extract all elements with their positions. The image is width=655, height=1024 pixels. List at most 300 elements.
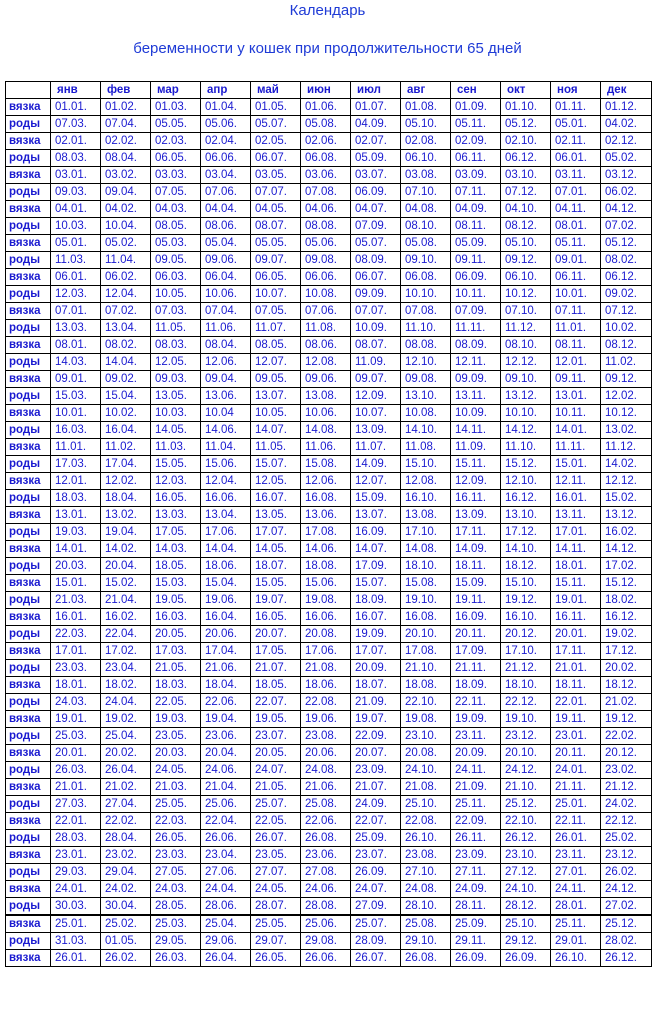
table-row xyxy=(6,626,652,643)
date-cell: 26.03. xyxy=(51,762,101,779)
date-cell: 15.06. xyxy=(201,456,251,473)
table-row xyxy=(6,439,652,456)
date-cell: 02.03. xyxy=(151,133,201,150)
date-cell: 17.11. xyxy=(451,524,501,541)
date-cell: 17.04. xyxy=(101,456,151,473)
date-cell: 17.07. xyxy=(351,643,401,660)
date-cell: 22.11. xyxy=(451,694,501,711)
date-cell: 19.09. xyxy=(351,626,401,643)
date-cell: 21.11. xyxy=(551,779,601,796)
date-cell: 21.01. xyxy=(551,660,601,677)
date-cell: 06.05. xyxy=(251,269,301,286)
date-cell: 14.07. xyxy=(351,541,401,558)
date-cell: 09.06. xyxy=(201,252,251,269)
date-cell: 09.05. xyxy=(151,252,201,269)
date-cell: 07.12. xyxy=(501,184,551,201)
date-cell: 16.05. xyxy=(151,490,201,507)
date-cell: 25.04. xyxy=(101,728,151,745)
date-cell: 14.11. xyxy=(551,541,601,558)
date-cell: 04.02. xyxy=(601,116,652,133)
date-cell: 07.11. xyxy=(451,184,501,201)
date-cell: 18.12. xyxy=(501,558,551,575)
date-cell: 07.04. xyxy=(201,303,251,320)
date-cell: 23.04. xyxy=(101,660,151,677)
date-cell: 07.01. xyxy=(51,303,101,320)
date-cell: 23.03. xyxy=(151,847,201,864)
date-cell: 08.02. xyxy=(601,252,652,269)
date-cell: 15.07. xyxy=(251,456,301,473)
table-row xyxy=(6,609,652,626)
date-cell: 07.08. xyxy=(301,184,351,201)
date-cell: 16.06. xyxy=(301,609,351,626)
date-cell: 03.09. xyxy=(451,167,501,184)
date-cell: 01.03. xyxy=(151,99,201,116)
date-cell: 21.10. xyxy=(401,660,451,677)
table-row xyxy=(6,677,652,694)
date-cell: 15.01. xyxy=(51,575,101,592)
row-label: роды xyxy=(6,150,51,167)
date-cell: 07.11. xyxy=(551,303,601,320)
date-cell: 12.04. xyxy=(101,286,151,303)
date-cell: 25.03. xyxy=(151,915,201,933)
date-cell: 16.08. xyxy=(401,609,451,626)
row-label: вязка xyxy=(6,915,51,933)
date-cell: 06.03. xyxy=(151,269,201,286)
date-cell: 08.10. xyxy=(401,218,451,235)
table-row xyxy=(6,950,652,967)
row-label: вязка xyxy=(6,133,51,150)
date-cell: 03.12. xyxy=(601,167,652,184)
date-cell: 13.04. xyxy=(101,320,151,337)
date-cell: 17.04. xyxy=(201,643,251,660)
date-cell: 22.08. xyxy=(401,813,451,830)
date-cell: 26.12. xyxy=(501,830,551,847)
row-label: роды xyxy=(6,286,51,303)
date-cell: 21.02. xyxy=(601,694,652,711)
date-cell: 26.07. xyxy=(351,950,401,967)
date-cell: 01.07. xyxy=(351,99,401,116)
date-cell: 26.02. xyxy=(601,864,652,881)
date-cell: 02.04. xyxy=(201,133,251,150)
date-cell: 09.03. xyxy=(51,184,101,201)
month-header: фев xyxy=(101,82,151,99)
date-cell: 11.05. xyxy=(151,320,201,337)
date-cell: 05.07. xyxy=(351,235,401,252)
date-cell: 18.01. xyxy=(51,677,101,694)
date-cell: 17.10. xyxy=(401,524,451,541)
date-cell: 02.12. xyxy=(601,133,652,150)
date-cell: 16.03. xyxy=(151,609,201,626)
date-cell: 11.07. xyxy=(351,439,401,456)
date-cell: 18.06. xyxy=(301,677,351,694)
date-cell: 04.09. xyxy=(451,201,501,218)
date-cell: 20.04. xyxy=(101,558,151,575)
month-header: июн xyxy=(301,82,351,99)
month-header: ноя xyxy=(551,82,601,99)
date-cell: 24.12. xyxy=(501,762,551,779)
date-cell: 29.01. xyxy=(551,933,601,950)
date-cell: 23.05. xyxy=(251,847,301,864)
date-cell: 13.10. xyxy=(501,507,551,524)
date-cell: 23.10. xyxy=(501,847,551,864)
date-cell: 16.06. xyxy=(201,490,251,507)
date-cell: 26.09. xyxy=(451,950,501,967)
date-cell: 23.11. xyxy=(451,728,501,745)
date-cell: 19.01. xyxy=(551,592,601,609)
date-cell: 24.11. xyxy=(451,762,501,779)
row-label: роды xyxy=(6,592,51,609)
row-label: роды xyxy=(6,524,51,541)
row-label: роды xyxy=(6,456,51,473)
date-cell: 12.11. xyxy=(451,354,501,371)
date-cell: 09.02. xyxy=(101,371,151,388)
date-cell: 16.09. xyxy=(351,524,401,541)
date-cell: 11.09. xyxy=(351,354,401,371)
date-cell: 21.08. xyxy=(301,660,351,677)
date-cell: 17.03. xyxy=(51,456,101,473)
date-cell: 26.09. xyxy=(351,864,401,881)
date-cell: 26.02. xyxy=(101,950,151,967)
date-cell: 22.07. xyxy=(251,694,301,711)
date-cell: 14.03. xyxy=(151,541,201,558)
date-cell: 09.08. xyxy=(401,371,451,388)
date-cell: 03.04. xyxy=(201,167,251,184)
date-cell: 12.02. xyxy=(101,473,151,490)
date-cell: 06.05. xyxy=(151,150,201,167)
date-cell: 12.12. xyxy=(601,473,652,490)
row-label: роды xyxy=(6,762,51,779)
date-cell: 07.04. xyxy=(101,116,151,133)
month-header: мар xyxy=(151,82,201,99)
date-cell: 14.09. xyxy=(451,541,501,558)
date-cell: 28.04. xyxy=(101,830,151,847)
date-cell: 03.05. xyxy=(251,167,301,184)
table-row xyxy=(6,694,652,711)
date-cell: 25.09. xyxy=(351,830,401,847)
table-row xyxy=(6,150,652,167)
row-label: роды xyxy=(6,796,51,813)
date-cell: 10.10. xyxy=(401,286,451,303)
date-cell: 04.04. xyxy=(201,201,251,218)
date-cell: 05.10. xyxy=(401,116,451,133)
date-cell: 23.07. xyxy=(351,847,401,864)
date-cell: 12.04. xyxy=(201,473,251,490)
date-cell: 27.07. xyxy=(251,864,301,881)
date-cell: 22.05. xyxy=(251,813,301,830)
date-cell: 18.03. xyxy=(151,677,201,694)
date-cell: 29.11. xyxy=(451,933,501,950)
table-row xyxy=(6,558,652,575)
calendar-title: Календарь xyxy=(289,2,366,19)
date-cell: 25.06. xyxy=(301,915,351,933)
table-row xyxy=(6,473,652,490)
date-cell: 22.11. xyxy=(551,813,601,830)
date-cell: 16.10. xyxy=(401,490,451,507)
date-cell: 28.05. xyxy=(151,898,201,916)
date-cell: 05.09. xyxy=(451,235,501,252)
row-label: вязка xyxy=(6,950,51,967)
date-cell: 27.11. xyxy=(451,864,501,881)
date-cell: 24.04. xyxy=(201,881,251,898)
date-cell: 26.08. xyxy=(301,830,351,847)
date-cell: 22.05. xyxy=(151,694,201,711)
date-cell: 09.10. xyxy=(401,252,451,269)
date-cell: 18.03. xyxy=(51,490,101,507)
date-cell: 09.01. xyxy=(51,371,101,388)
row-label: роды xyxy=(6,354,51,371)
date-cell: 01.06. xyxy=(301,99,351,116)
date-cell: 07.03. xyxy=(51,116,101,133)
date-cell: 24.05. xyxy=(251,881,301,898)
row-label: роды xyxy=(6,558,51,575)
date-cell: 13.06. xyxy=(301,507,351,524)
date-cell: 05.06. xyxy=(301,235,351,252)
date-cell: 17.08. xyxy=(301,524,351,541)
date-cell: 28.11. xyxy=(451,898,501,916)
table-row xyxy=(6,881,652,898)
date-cell: 16.04. xyxy=(101,422,151,439)
date-cell: 19.02. xyxy=(101,711,151,728)
date-cell: 19.11. xyxy=(451,592,501,609)
date-cell: 27.10. xyxy=(401,864,451,881)
date-cell: 13.03. xyxy=(151,507,201,524)
date-cell: 25.09. xyxy=(451,915,501,933)
date-cell: 06.01. xyxy=(551,150,601,167)
date-cell: 24.02. xyxy=(101,881,151,898)
table-row xyxy=(6,864,652,881)
row-label: вязка xyxy=(6,847,51,864)
date-cell: 04.09. xyxy=(351,116,401,133)
date-cell: 19.12. xyxy=(501,592,551,609)
month-header: дек xyxy=(601,82,652,99)
row-label: вязка xyxy=(6,167,51,184)
row-label: вязка xyxy=(6,643,51,660)
date-cell: 05.04. xyxy=(201,235,251,252)
date-cell: 12.07. xyxy=(351,473,401,490)
date-cell: 16.04. xyxy=(201,609,251,626)
table-row xyxy=(6,796,652,813)
table-row xyxy=(6,218,652,235)
date-cell: 20.07. xyxy=(251,626,301,643)
date-cell: 10.11. xyxy=(551,405,601,422)
table-row xyxy=(6,898,652,916)
date-cell: 04.08. xyxy=(401,201,451,218)
date-cell: 25.08. xyxy=(401,915,451,933)
date-cell: 08.06. xyxy=(201,218,251,235)
date-cell: 17.07. xyxy=(251,524,301,541)
date-cell: 13.08. xyxy=(401,507,451,524)
date-cell: 16.05. xyxy=(251,609,301,626)
date-cell: 15.10. xyxy=(401,456,451,473)
date-cell: 25.02. xyxy=(601,830,652,847)
date-cell: 05.07. xyxy=(251,116,301,133)
date-cell: 12.10. xyxy=(401,354,451,371)
date-cell: 20.03. xyxy=(151,745,201,762)
date-cell: 25.11. xyxy=(551,915,601,933)
date-cell: 21.07. xyxy=(351,779,401,796)
date-cell: 03.01. xyxy=(51,167,101,184)
date-cell: 09.04. xyxy=(101,184,151,201)
row-label: вязка xyxy=(6,405,51,422)
row-label: роды xyxy=(6,898,51,916)
date-cell: 28.01. xyxy=(551,898,601,916)
date-cell: 08.04. xyxy=(101,150,151,167)
date-cell: 23.02. xyxy=(101,847,151,864)
date-cell: 12.12. xyxy=(501,354,551,371)
date-cell: 15.11. xyxy=(451,456,501,473)
date-cell: 31.03. xyxy=(51,933,101,950)
date-cell: 18.02. xyxy=(601,592,652,609)
date-cell: 07.10. xyxy=(501,303,551,320)
date-cell: 23.06. xyxy=(201,728,251,745)
date-cell: 23.08. xyxy=(301,728,351,745)
date-cell: 22.12. xyxy=(501,694,551,711)
row-label: роды xyxy=(6,660,51,677)
date-cell: 03.11. xyxy=(551,167,601,184)
date-cell: 03.07. xyxy=(351,167,401,184)
date-cell: 03.03. xyxy=(151,167,201,184)
date-cell: 16.08. xyxy=(301,490,351,507)
date-cell: 21.07. xyxy=(251,660,301,677)
date-cell: 23.08. xyxy=(401,847,451,864)
date-cell: 18.04. xyxy=(201,677,251,694)
date-cell: 21.11. xyxy=(451,660,501,677)
date-cell: 02.01. xyxy=(51,133,101,150)
date-cell: 21.05. xyxy=(251,779,301,796)
date-cell: 20.01. xyxy=(51,745,101,762)
table-row xyxy=(6,541,652,558)
date-cell: 20.04. xyxy=(201,745,251,762)
date-cell: 26.07. xyxy=(251,830,301,847)
date-cell: 11.11. xyxy=(451,320,501,337)
date-cell: 12.03. xyxy=(151,473,201,490)
date-cell: 11.05. xyxy=(251,439,301,456)
date-cell: 13.05. xyxy=(151,388,201,405)
date-cell: 13.07. xyxy=(251,388,301,405)
date-cell: 15.04. xyxy=(101,388,151,405)
date-cell: 01.02. xyxy=(101,99,151,116)
date-cell: 26.04. xyxy=(201,950,251,967)
date-cell: 09.07. xyxy=(351,371,401,388)
date-cell: 07.10. xyxy=(401,184,451,201)
date-cell: 21.08. xyxy=(401,779,451,796)
date-cell: 14.12. xyxy=(501,422,551,439)
date-cell: 19.05. xyxy=(151,592,201,609)
date-cell: 17.05. xyxy=(151,524,201,541)
date-cell: 18.05. xyxy=(251,677,301,694)
date-cell: 08.10. xyxy=(501,337,551,354)
date-cell: 29.07. xyxy=(251,933,301,950)
date-cell: 21.04. xyxy=(101,592,151,609)
row-label: вязка xyxy=(6,337,51,354)
date-cell: 18.07. xyxy=(251,558,301,575)
date-cell: 14.04. xyxy=(101,354,151,371)
date-cell: 13.04. xyxy=(201,507,251,524)
date-cell: 26.12. xyxy=(601,950,652,967)
date-cell: 23.09. xyxy=(451,847,501,864)
date-cell: 22.07. xyxy=(351,813,401,830)
date-cell: 18.04. xyxy=(101,490,151,507)
table-row xyxy=(6,286,652,303)
date-cell: 10.12. xyxy=(601,405,652,422)
date-cell: 29.04. xyxy=(101,864,151,881)
table-row xyxy=(6,405,652,422)
date-cell: 05.06. xyxy=(201,116,251,133)
date-cell: 11.10. xyxy=(401,320,451,337)
date-cell: 19.04. xyxy=(201,711,251,728)
row-label: роды xyxy=(6,864,51,881)
date-cell: 16.07. xyxy=(251,490,301,507)
date-cell: 15.02. xyxy=(101,575,151,592)
date-cell: 28.02. xyxy=(601,933,652,950)
date-cell: 29.03. xyxy=(51,864,101,881)
date-cell: 20.11. xyxy=(451,626,501,643)
date-cell: 06.12. xyxy=(601,269,652,286)
row-label: вязка xyxy=(6,881,51,898)
date-cell: 13.12. xyxy=(601,507,652,524)
date-cell: 22.02. xyxy=(601,728,652,745)
date-cell: 05.12. xyxy=(601,235,652,252)
date-cell: 09.08. xyxy=(301,252,351,269)
date-cell: 07.07. xyxy=(251,184,301,201)
date-cell: 24.05. xyxy=(151,762,201,779)
date-cell: 22.09. xyxy=(451,813,501,830)
row-label: роды xyxy=(6,694,51,711)
date-cell: 04.01. xyxy=(51,201,101,218)
date-cell: 05.08. xyxy=(301,116,351,133)
date-cell: 05.03. xyxy=(151,235,201,252)
row-label: вязка xyxy=(6,779,51,796)
date-cell: 04.03. xyxy=(151,201,201,218)
date-cell: 07.06. xyxy=(301,303,351,320)
date-cell: 11.08. xyxy=(301,320,351,337)
row-label: роды xyxy=(6,252,51,269)
date-cell: 25.05. xyxy=(251,915,301,933)
date-cell: 08.11. xyxy=(451,218,501,235)
row-label: вязка xyxy=(6,507,51,524)
date-cell: 23.12. xyxy=(501,728,551,745)
date-cell: 10.04. xyxy=(101,218,151,235)
date-cell: 20.05. xyxy=(151,626,201,643)
month-header: авг xyxy=(401,82,451,99)
date-cell: 13.06. xyxy=(201,388,251,405)
date-cell: 09.12. xyxy=(501,252,551,269)
date-cell: 17.02. xyxy=(601,558,652,575)
date-cell: 11.04. xyxy=(101,252,151,269)
date-cell: 16.12. xyxy=(601,609,652,626)
date-cell: 30.04. xyxy=(101,898,151,916)
date-cell: 18.01. xyxy=(551,558,601,575)
date-cell: 17.05. xyxy=(251,643,301,660)
row-label: вязка xyxy=(6,235,51,252)
date-cell: 15.02. xyxy=(601,490,652,507)
date-cell: 10.06. xyxy=(201,286,251,303)
date-cell: 05.05. xyxy=(151,116,201,133)
date-cell: 20.08. xyxy=(401,745,451,762)
date-cell: 01.04. xyxy=(201,99,251,116)
date-cell: 12.08. xyxy=(301,354,351,371)
date-cell: 22.01. xyxy=(551,694,601,711)
date-cell: 10.09. xyxy=(451,405,501,422)
date-cell: 15.08. xyxy=(301,456,351,473)
date-cell: 14.01. xyxy=(51,541,101,558)
date-cell: 04.10. xyxy=(501,201,551,218)
date-cell: 20.06. xyxy=(301,745,351,762)
date-cell: 06.10. xyxy=(501,269,551,286)
date-cell: 28.12. xyxy=(501,898,551,916)
date-cell: 20.01. xyxy=(551,626,601,643)
date-cell: 20.11. xyxy=(551,745,601,762)
